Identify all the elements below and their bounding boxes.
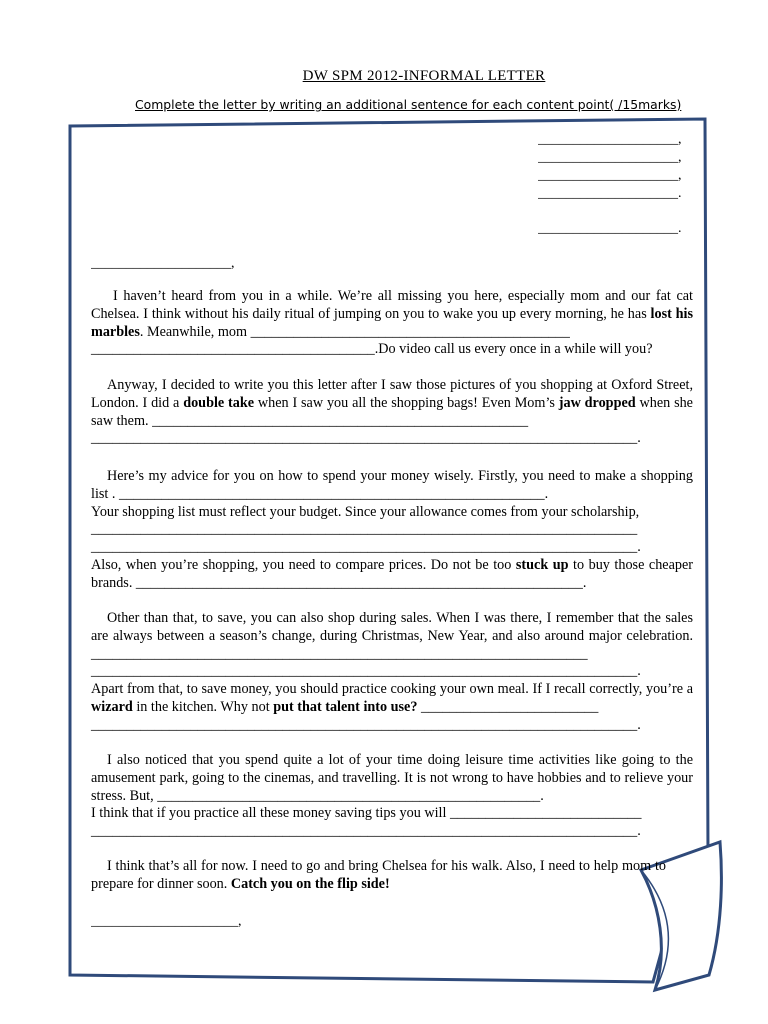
paragraph-4: Other than that, to save, you can also shop during sales. When I was there, I remember that the sales are always between a season’s change, during Christmas, New Year, and also around major celebration. ______________________________________________________________________ _____________________________________________________________________________. Apart from that, to save money, you should practice cooking your own meal. If I recall correctly, you’re a wizard in the kitchen. Why not put that talent into use? _________________________ _____________________________________________________________________________. [91,610,693,733]
address-line-4[interactable]: ____________________. [538,186,682,201]
paragraph-1: I haven’t heard from you in a while. We’re all missing you here, especially mom and our fat cat Chelsea. I think without his daily ritual of jumping on you to wake you up every morning, he has lost his marbles. Meanwhile, mom _____________________________________________ ________________________________________.Do video call us every once in a while will you? [91,288,693,358]
instruction-text: Complete the letter by writing an additional sentence for each content point( /15marks) [135,97,682,112]
address-line-2[interactable]: ____________________, [538,150,682,165]
signature-line[interactable]: _____________________, [91,914,242,929]
paragraph-6: I think that’s all for now. I need to go and bring Chelsea for his walk. Also, I need to help mom to prepare for dinner soon. Catch you on the flip side! [91,858,666,892]
salutation-line[interactable]: ____________________, [91,256,235,271]
worksheet-title: DW SPM 2012-INFORMAL LETTER [302,68,546,84]
address-line-1[interactable]: ____________________, [538,132,682,147]
date-line[interactable]: ____________________. [538,221,682,236]
address-line-3[interactable]: ____________________, [538,168,682,183]
paragraph-2: Anyway, I decided to write you this letter after I saw those pictures of you shopping at Oxford Street, London. I did a double take when I saw you all the shopping bags! Even Mom’s jaw dropped when she saw them. _____________________________________________________ _____________________________________________________________________________. [91,377,693,447]
paragraph-3: Here’s my advice for you on how to spend your money wisely. Firstly, you need to make a shopping list . ____________________________________________________________. Your shopping list must reflect your budget. Since your allowance comes from your scholarship, _____________________________________________________________________________ _____________________________________________________________________________. Also, when you’re shopping, you need to compare prices. Do not be too stuck up to buy those cheaper brands. _______________________________________________________________. [91,468,694,591]
paragraph-5: I also noticed that you spend quite a lot of your time doing leisure time activities like going to the amusement park, going to the cinemas, and travelling. It is not wrong to have hobbies and to relieve your stress. But, ______________________________________________________. I think that if you practice all these money saving tips you will ___________________________ _____________________________________________________________________________. [91,752,693,840]
